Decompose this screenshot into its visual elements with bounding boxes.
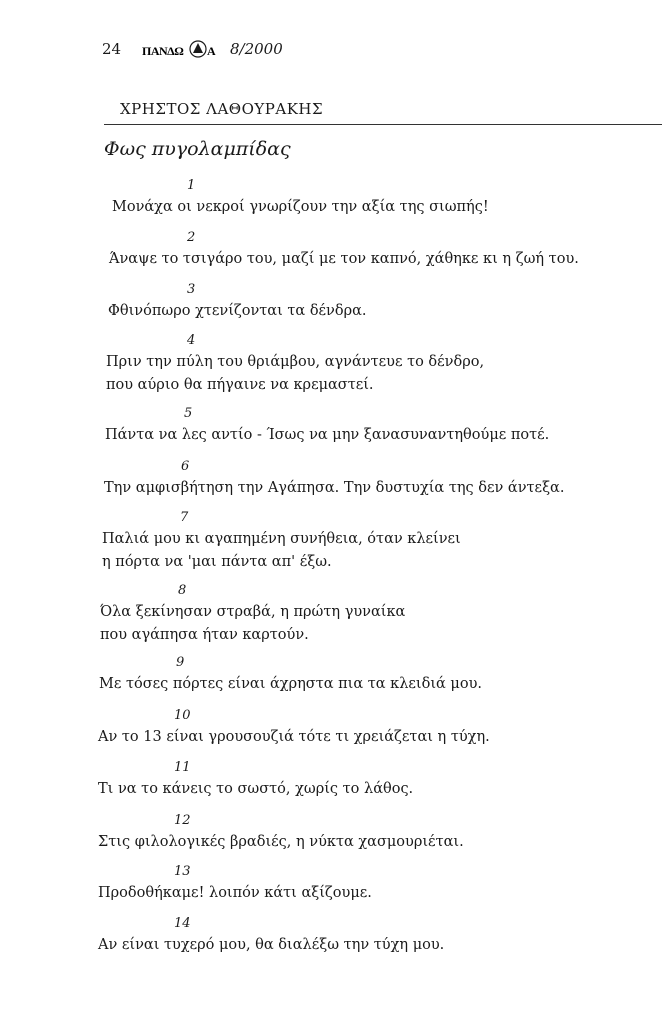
svg-text:ΠΑΝΔΩ: ΠΑΝΔΩ — [142, 44, 184, 58]
aphorism-line: Τι να το κάνεις το σωστό, χωρίς το λάθος. — [98, 781, 414, 797]
aphorism-text — [102, 528, 461, 574]
aphorism-text — [98, 726, 490, 749]
aphorism-text — [105, 424, 549, 447]
aphorism-line: Αν είναι τυχερό μου, θα διαλέξω την τύχη μου. — [98, 937, 445, 953]
aphorism-line: Πάντα να λες αντίο - Ίσως να μην ξανασυναντηθούμε ποτέ. — [105, 427, 550, 443]
aphorism-number: 13 — [174, 864, 191, 879]
aphorism-number: 9 — [176, 655, 185, 670]
aphorism-text — [98, 882, 372, 905]
aphorism-text — [109, 248, 579, 271]
aphorism-number: 2 — [187, 230, 196, 245]
author-name: ΧΡΗΣΤΟΣ ΛΑΘΟΥΡΑΚΗΣ — [120, 100, 324, 118]
aphorism-line: Στις φιλολογικές βραδιές, η νύκτα χασμουριέται. — [98, 834, 464, 850]
issue-date: 8/2000 — [230, 40, 283, 58]
aphorism-line: η πόρτα να 'μαι πάντα απ' έξω. — [102, 554, 332, 570]
aphorism-text — [98, 778, 413, 801]
pandora-logo-icon — [142, 40, 220, 60]
aphorism-number: 10 — [174, 708, 191, 723]
aphorism-text — [99, 673, 482, 696]
page-number: 24 — [102, 40, 122, 58]
aphorism-text — [108, 300, 367, 323]
aphorism-number: 6 — [181, 459, 190, 474]
aphorism-number: 12 — [174, 813, 191, 828]
aphorism-line: Με τόσες πόρτες είναι άχρηστα πια τα κλειδιά μου. — [99, 676, 482, 692]
aphorism-line: που αγάπησα ήταν καρτούν. — [100, 627, 309, 643]
aphorism-number: 11 — [174, 760, 191, 775]
aphorism-line: Παλιά μου κι αγαπημένη συνήθεια, όταν κλείνει — [102, 531, 461, 547]
aphorism-number: 1 — [187, 178, 196, 193]
aphorism-number: 3 — [187, 282, 196, 297]
aphorism-text — [98, 934, 444, 957]
aphorism-number: 8 — [178, 583, 187, 598]
aphorism-line: Πριν την πύλη του θριάμβου, αγνάντευε το δένδρο, — [106, 354, 485, 370]
aphorism-number: 7 — [180, 510, 189, 525]
aphorism-text — [104, 477, 564, 500]
magazine-logo — [142, 40, 220, 60]
header-rule — [104, 124, 662, 125]
poem-title: Φως πυγολαμπίδας — [104, 138, 291, 160]
aphorism-line: Όλα ξεκίνησαν στραβά, η πρώτη γυναίκα — [100, 604, 406, 620]
aphorism-text — [106, 351, 484, 397]
aphorism-text — [98, 831, 464, 854]
aphorism-line: Άναψε το τσιγάρο του, μαζί με τον καπνό, χάθηκε κι η ζωή του. — [109, 251, 579, 267]
svg-text:Α: Α — [207, 44, 216, 58]
aphorism-line: Φθινόπωρο χτενίζονται τα δένδρα. — [108, 303, 367, 319]
aphorism-text — [112, 196, 489, 219]
aphorism-number: 5 — [184, 406, 193, 421]
page-header — [102, 38, 502, 62]
aphorism-line: Αν το 13 είναι γρουσουζιά τότε τι χρειάζεται η τύχη. — [98, 729, 490, 745]
aphorism-line: Την αμφισβήτηση την Αγάπησα. Την δυστυχία της δεν άντεξα. — [104, 480, 565, 496]
aphorism-number: 4 — [187, 333, 196, 348]
aphorism-line: Μονάχα οι νεκροί γνωρίζουν την αξία της σιωπής! — [112, 199, 489, 215]
aphorism-text — [100, 601, 405, 647]
aphorism-line: που αύριο θα πήγαινε να κρεμαστεί. — [106, 377, 374, 393]
aphorism-line: Προδοθήκαμε! λοιπόν κάτι αξίζουμε. — [98, 885, 372, 901]
aphorism-number: 14 — [174, 916, 191, 931]
